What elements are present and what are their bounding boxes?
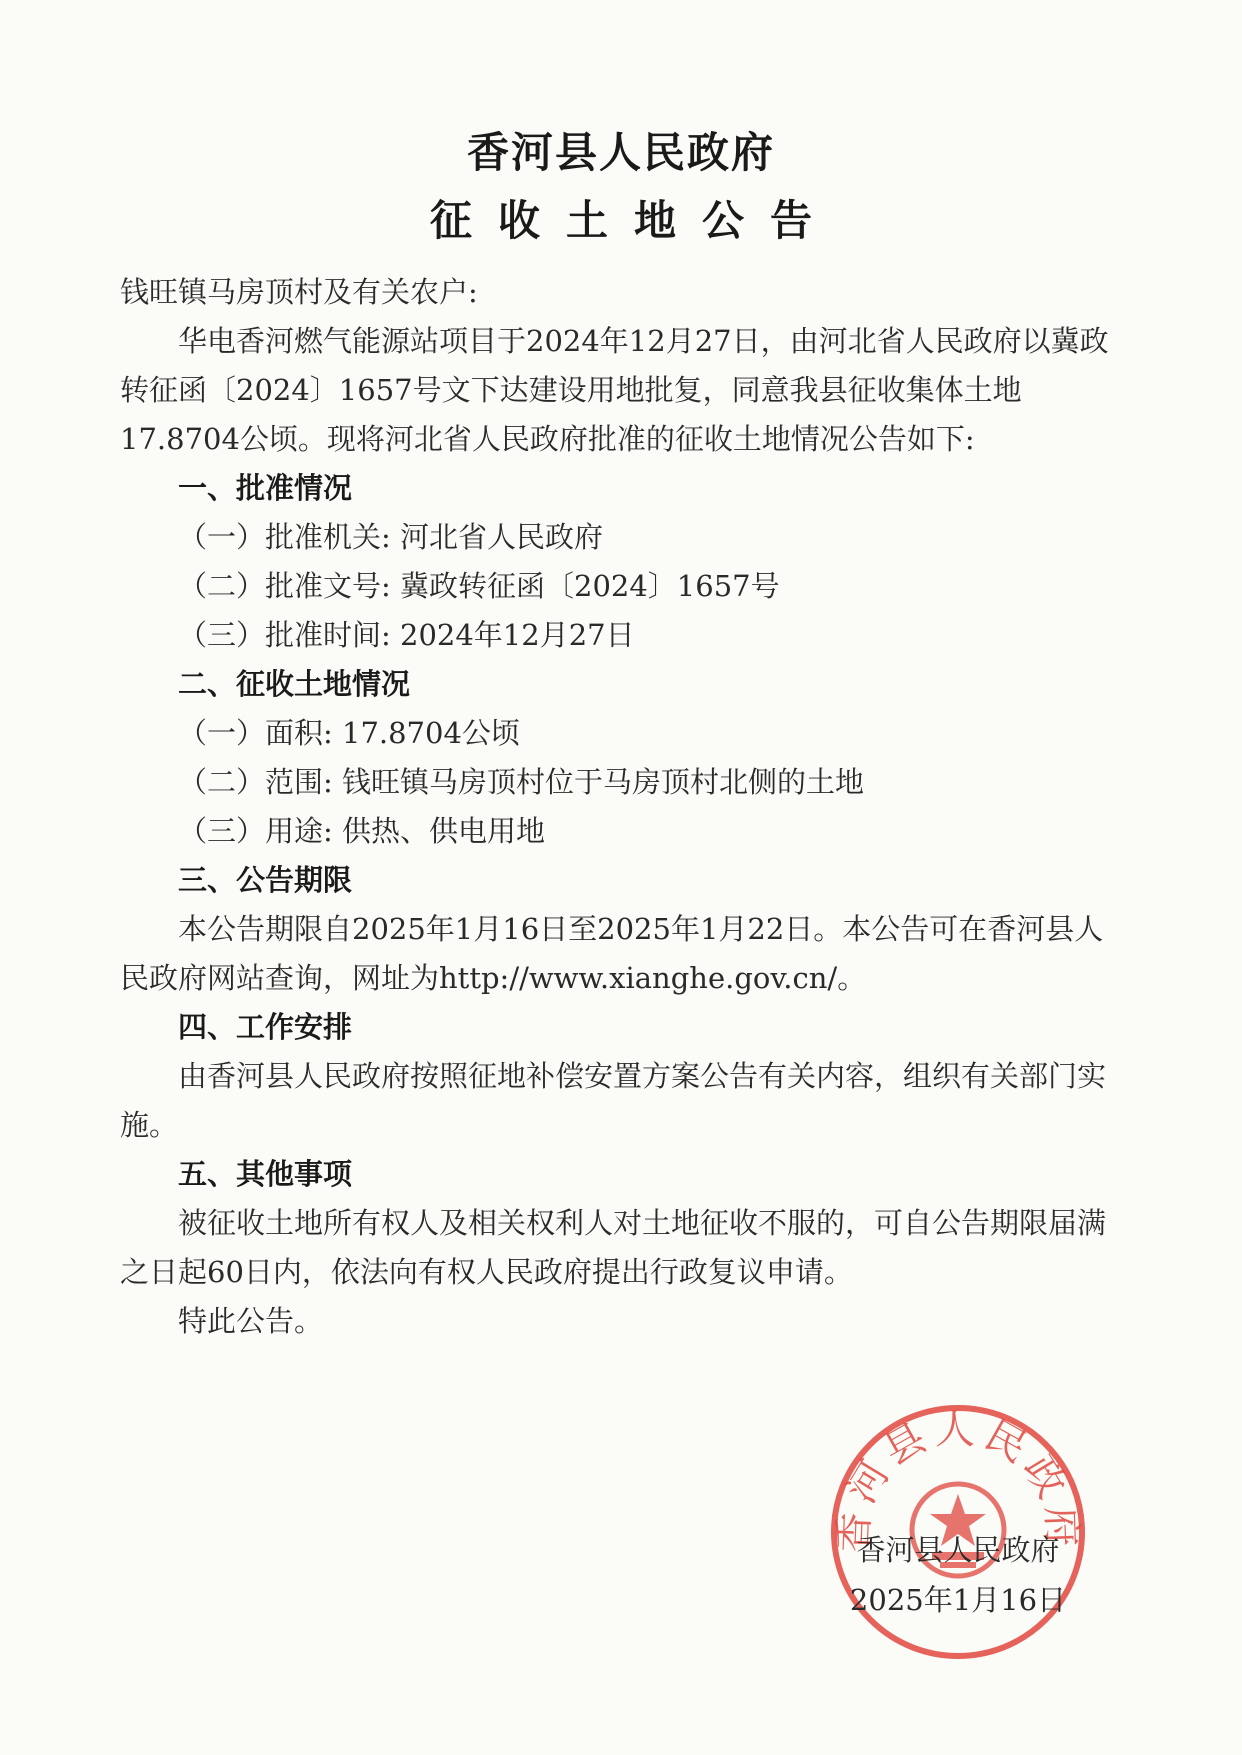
document-title-line2: 征收土地公告 (429, 196, 838, 245)
signature-organization: 香河县人民政府 (856, 1533, 1060, 1567)
closing-remark: 特此公告。 (178, 1304, 324, 1338)
section-heading-work: 四、工作安排 (178, 1010, 353, 1044)
land-scope: （二）范围: 钱旺镇马房顶村位于马房顶村北侧的土地 (178, 765, 864, 799)
other-paragraph: 被征收土地所有权人及相关权利人对土地征收不服的，可自公告期限届满之日起60日内，依法向有权人民政府提出行政复议申请。 (120, 1206, 1107, 1289)
approval-authority: （一）批准机关: 河北省人民政府 (178, 520, 603, 554)
period-paragraph: 本公告期限自2025年1月16日至2025年1月22日。本公告可在香河县人民政府网站查询，网址为http://www.xianghe.gov.cn/。 (120, 912, 1104, 995)
section-heading-approval: 一、批准情况 (178, 471, 353, 505)
signature-date: 2025年1月16日 (849, 1583, 1067, 1617)
section-heading-land: 二、征收土地情况 (178, 667, 411, 701)
approval-document-number: （二）批准文号: 冀政转征函〔2024〕1657号 (178, 569, 780, 603)
document-title-line1: 香河县人民政府 (466, 128, 775, 177)
document-body (120, 268, 1120, 1346)
land-area: （一）面积: 17.8704公顷 (178, 716, 520, 750)
section-heading-other: 五、其他事项 (178, 1157, 353, 1191)
land-use: （三）用途: 供热、供电用地 (178, 814, 545, 848)
approval-date: （三）批准时间: 2024年12月27日 (178, 618, 635, 652)
salutation: 钱旺镇马房顶村及有关农户: (120, 275, 478, 309)
intro-paragraph: 华电香河燃气能源站项目于2024年12月27日，由河北省人民政府以冀政转征函〔2024〕1657号文下达建设用地批复，同意我县征收集体土地17.8704公顷。现将河北省人民政府批准的征收土地情况公告如下: (120, 324, 1109, 456)
seal-text: 香河县人民政府 (831, 1407, 1085, 1554)
work-paragraph: 由香河县人民政府按照征地补偿安置方案公告有关内容，组织有关部门实施。 (120, 1059, 1107, 1142)
section-heading-period: 三、公告期限 (178, 863, 353, 897)
